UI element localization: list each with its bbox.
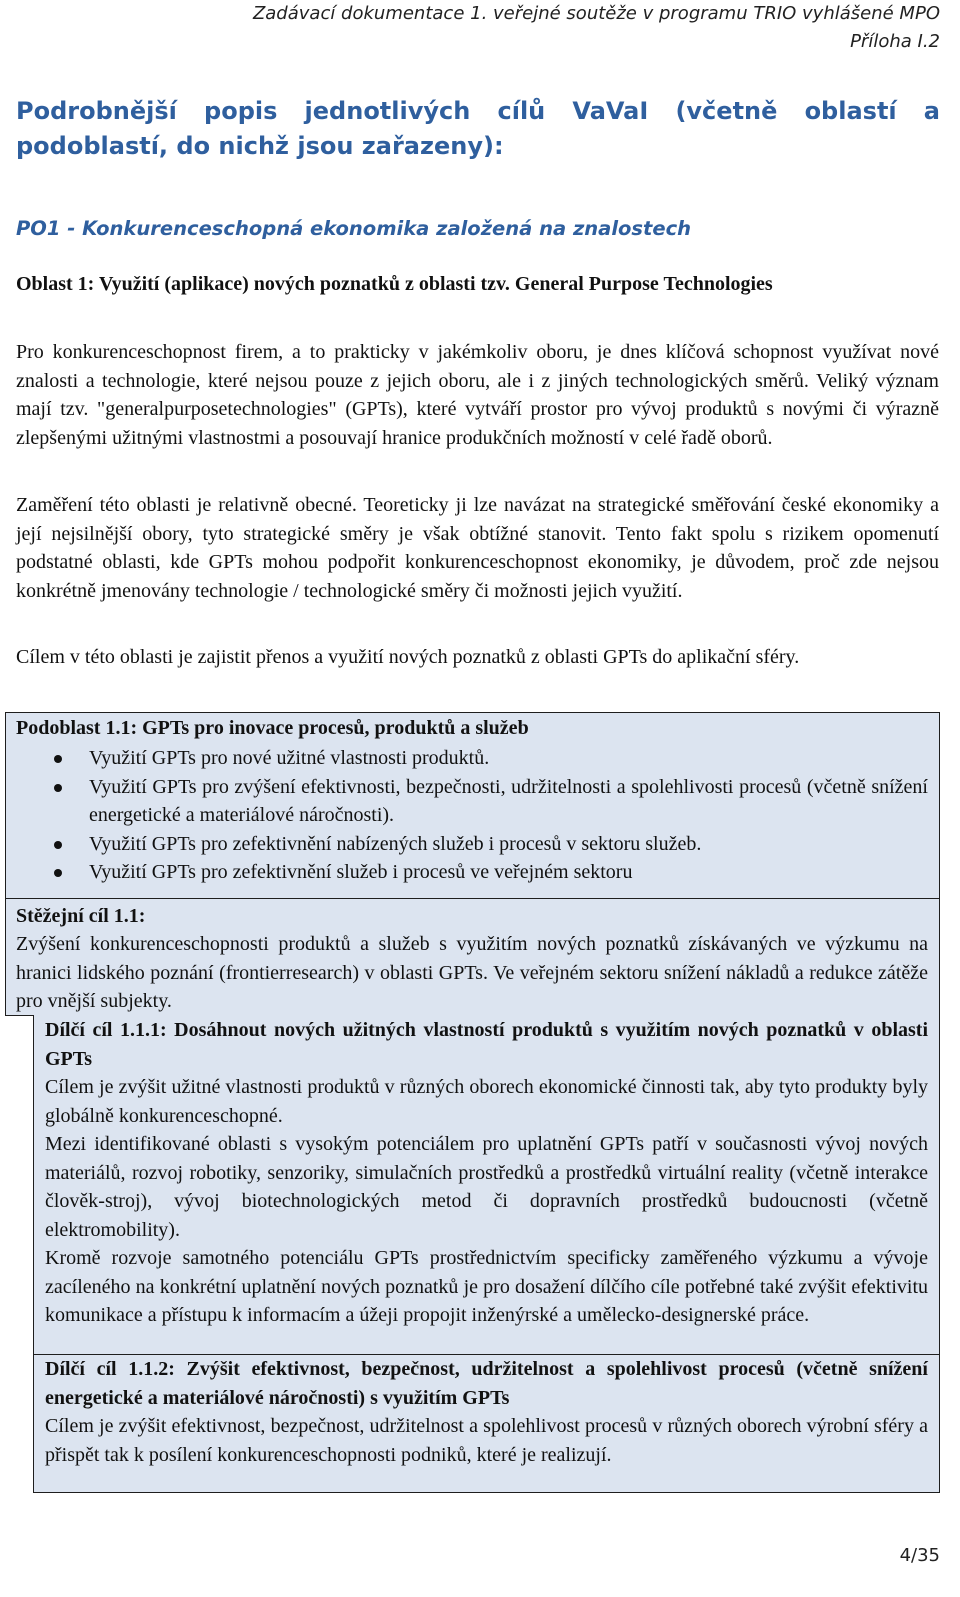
list-item: Využití GPTs pro zvýšení efektivnosti, bezpečnosti, udržitelnosti a spolehlivosti procesů (včetně snížení energetické a materiálové náročnosti).	[16, 773, 928, 830]
list-item: Využití GPTs pro zefektivnění služeb i procesů ve veřejném sektoru	[16, 858, 928, 887]
dilci-cil-2-title: Dílčí cíl 1.1.2: Zvýšit efektivnost, bezpečnost, udržitelnost a spolehlivost procesů (včetně snížení energetické a materiálové náročnosti) s využitím GPTs	[45, 1358, 928, 1409]
podoblast-title: Podoblast 1.1: GPTs pro inovace procesů, produktů a služeb	[16, 717, 529, 739]
list-item: Využití GPTs pro zefektivnění nabízených služeb i procesů v sektoru služeb.	[16, 830, 928, 859]
bullet-icon	[54, 841, 62, 849]
bullet-icon	[54, 869, 62, 877]
dilci-cil-1-paragraph: Mezi identifikované oblasti s vysokým potenciálem pro uplatnění GPTs patří v současnosti vývoj nových materiálů, rozvoj robotiky, senzoriky, simulačních prostředků a prostředků virtuální reality (včetně interakce člověk-stroj), vývoj biotechnologických metod či dopravních prostředků budoucnosti (včetně elektromobility).	[45, 1133, 928, 1241]
dilci-cil-2	[45, 1355, 928, 1469]
dilci-cil-2-paragraph: Cílem je zvýšit efektivnost, bezpečnost, udržitelnost a spolehlivost procesů v různých oborech výrobní sféry a přispět tak k posílení konkurenceschopnosti podniků, které je realizují.	[45, 1415, 928, 1466]
paragraph-1: Pro konkurenceschopnost firem, a to prakticky v jakémkoliv oboru, je dnes klíčová schopnost využívat nové znalosti a technologie, které nejsou pouze z jejich oboru, ale i z jiných technologických směrů. Veliký význam mají tzv. "generalpurposetechnologies" (GPTs), které vytváří prostor pro vývoj produktů s novými či výrazně zlepšenými užitnými vlastnostmi a posouvají hranice produkčních možností v celé řadě oborů.	[16, 341, 939, 449]
table-indent-column	[5, 1015, 34, 1493]
podoblast-bullet-list	[16, 744, 928, 887]
dilci-cil-1	[45, 1016, 928, 1330]
priority-heading: PO1 - Konkurenceschopná ekonomika založená na znalostech	[16, 217, 692, 240]
dilci-cil-1-paragraph: Kromě rozvoje samotného potenciálu GPTs prostřednictvím specificky zaměřeného výzkumu a vývoje zacíleného na konkrétní uplatnění nových poznatků je pro dosažení dílčího cíle potřebné také zvýšit efektivitu komunikace a přístupu k informacím a úžeji propojit inženýrské a umělecko-designerské práce.	[45, 1247, 928, 1326]
bullet-icon	[54, 755, 62, 763]
list-item: Využití GPTs pro nové užitné vlastnosti produktů.	[16, 744, 928, 773]
dilci-cil-1-title: Dílčí cíl 1.1.1: Dosáhnout nových užitných vlastností produktů s využitím nových poznatků v oblasti GPTs	[45, 1019, 928, 1070]
stezejni-title: Stěžejní cíl 1.1:	[16, 905, 146, 927]
page-heading: Podrobnější popis jednotlivých cílů VaVaI (včetně oblastí a podoblastí, do nichž jsou zařazeny):	[16, 97, 940, 160]
oblast-title: Oblast 1: Využití (aplikace) nových poznatků z oblasti tzv. General Purpose Technologies	[16, 273, 773, 295]
paragraph-3: Cílem v této oblasti je zajistit přenos a využití nových poznatků z oblasti GPTs do aplikační sféry.	[16, 646, 800, 668]
stezejni-text: Zvýšení konkurenceschopnosti produktů a služeb s využitím nových poznatků získávaných ve výzkumu na hranici lidského poznání (frontierresearch) v oblasti GPTs. Ve veřejném sektoru snížení nákladů a redukce zátěže pro vnější subjekty.	[16, 933, 928, 1012]
header-title: Zadávací dokumentace 1. veřejné soutěže v programu TRIO vyhlášené MPO	[252, 3, 940, 24]
page-number: 4/35	[899, 1545, 940, 1566]
table-divider	[5, 898, 940, 899]
bullet-icon	[54, 784, 62, 792]
paragraph-2: Zaměření této oblasti je relativně obecné. Teoreticky ji lze navázat na strategické směřování české ekonomiky a její nejsilnější obory, tyto strategické směry je však obtížné stanovit. Tento fakt spolu s rizikem opomenutí podstatné oblasti, kde GPTs mohou podpořit konkurenceschopnost ekonomiky, je důvodem, proč zde nejsou konkrétně jmenovány technologie / technologické směry či možnosti jejich využití.	[16, 494, 939, 602]
header-annex: Příloha I.2	[850, 31, 940, 52]
dilci-cil-1-paragraph: Cílem je zvýšit užitné vlastnosti produktů v různých oborech ekonomické činnosti tak, aby tyto produkty byly globálně konkurenceschopné.	[45, 1076, 928, 1127]
